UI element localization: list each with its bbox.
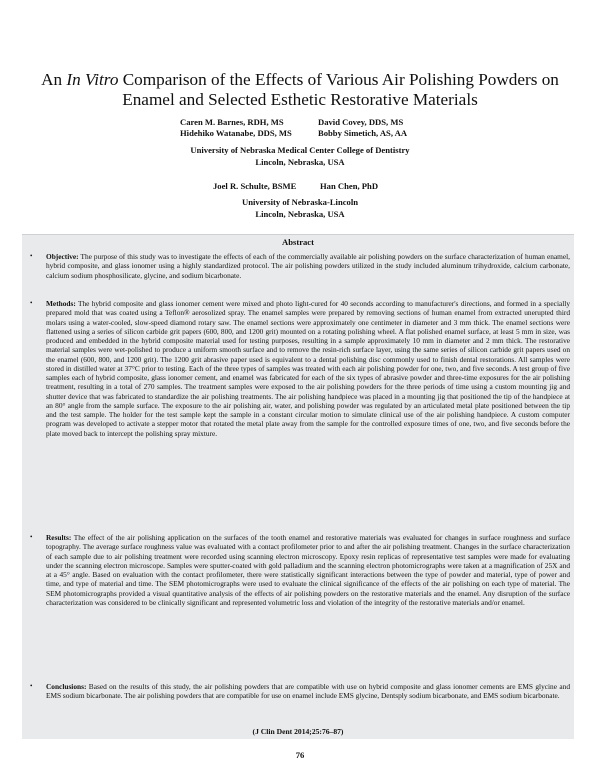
author-block-2	[0, 181, 600, 192]
bullet-icon: •	[30, 682, 33, 690]
bullet-icon: •	[30, 533, 33, 541]
article-title	[20, 70, 580, 110]
conclusions-text: Based on the results of this study, the air polishing powders that are compatible with use on hybrid composite and glass ionomer cements are EMS glycine and EMS sodium bicarbonate. The air polishing powders that are compatible for use on enamel include EMS glycine, Dentsply sodium bicarbonate, and EMS sodium bicarbonate.	[46, 682, 570, 701]
conclusions-label: Conclusions:	[46, 682, 87, 691]
objective-text: The purpose of this study was to investigate the effects of each of the commercially available air polishing powders on the surface characterization of human enamel, hybrid composite, and glass ionomer using a highly standardized protocol. The air polishing powders utilized in the study included aluminum trihydroxide, calcium carbonate, calcium sodium phosphosilicate, glycine, and sodium bicarbonate.	[46, 252, 570, 280]
author-simetich: Bobby Simetich, AS, AA	[318, 128, 408, 139]
title-prefix: An	[41, 70, 67, 89]
abstract-box	[22, 234, 574, 739]
author-row-2	[0, 128, 600, 139]
methods-label: Methods:	[46, 299, 76, 308]
abstract-heading: Abstract	[282, 237, 314, 247]
affiliation-2-line-1: University of Nebraska-Lincoln	[241, 197, 358, 207]
abstract-objective	[30, 252, 570, 280]
author-chen: Han Chen, PhD	[320, 181, 379, 191]
author-row-3	[0, 181, 600, 192]
author-block	[0, 117, 600, 140]
title-rest: Comparison of the Effects of Various Air Polishing Powders on Enamel and Selected Esthetic Restorative Materials	[118, 70, 559, 109]
bullet-icon: •	[30, 299, 33, 307]
conclusions-body	[46, 682, 570, 701]
objective-label: Objective:	[46, 252, 79, 261]
affiliation-1-line-1: University of Nebraska Medical Center College of Dentistry	[190, 145, 410, 155]
affiliation-1-line-2: Lincoln, Nebraska, USA	[255, 156, 345, 167]
author-schulte: Joel R. Schulte, BSME	[213, 181, 297, 191]
methods-text: The hybrid composite and glass ionomer cement were mixed and photo light-cured for 40 seconds according to manufacturer's directions, and formed in a specially prepared mold that was coated using a Teflon® aerosolized spray. The enamel samples were prepared by removing sections of human enamel from extracted unerupted third molars using a water-cooled, slow-speed diamond rotary saw. The enamel sections were approximately one centimeter in diameter and 3 mm thick. The enamel sections were flattened using a series of silicon carbide grit papers (600, 800, and 1200 grit) mounted on a rotating polishing wheel. A flat polished enamel surface, at least 5 mm in size, was produced and embedded in the hybrid composite material used for testing purposes, resulting in a sample approximately 10 mm in diameter and 2 mm thick. The restorative material samples were wet-polished to produce a uniform smooth surface and to remove the resin-rich surface layer, using the same series of silicon carbide grit papers used on the enamel (600, 800, and 1200 grit). The 1200 grit abrasive paper used is equivalent to a dental polishing disc commonly used to finish dental restorations. All samples were stored in distilled water at 37°C prior to testing. Each of the three types of samples was treated with each air polishing powder for one, two, and five seconds. A test group of five samples each of hybrid composite, glass ionomer cement, and enamel was fabricated for each of the six types of abrasive powder and three-time exposures for the air polishing treatment, resulting in a total of 270 samples. The treatment samples were exposed to the air polishing powders for the three periods of time using a custom mounting jig and shutter device that was fabricated to standardize the air polishing treatments. The air polishing handpiece was placed in a mounting jig that positioned the tip of the handpiece at an 80° angle from the sample surface. The exposure to the air polishing air, water, and polishing powder was regulated by an articulated metal plate positioned between the tip and the test sample. The holder for the test sample kept the sample in a constant circular motion to simulate clinical use of the air polishing handpiece. A custom computer program was developed to activate a stepper motor that rotated the metal plate away from the sample for the controlled exposure times of one, two, and five seconds before the plate moved back to intercept the polishing spray mixture.	[46, 299, 570, 438]
abstract-conclusions	[30, 682, 570, 701]
results-body	[46, 533, 570, 607]
author-covey: David Covey, DDS, MS	[318, 117, 404, 127]
abstract-methods	[30, 299, 570, 438]
objective-body	[46, 252, 570, 280]
results-text: The effect of the air polishing application on the surfaces of the tooth enamel and restorative materials was evaluated for changes in surface roughness and surface topography. The average surface roughness value was evaluated with a contact profilometer prior to and after the air polishing treatment. Changes in the surface characterization of each sample due to air polishing treatment were recorded using scanning electron microscopy. Epoxy resin replicas of representative test samples were made for evaluating under the scanning electron microscope. Samples were sputter-coated with gold palladium and the scanning electron photomicrographs were taken at a magnification of 25X and at a 45° angle. Based on evaluation with the contact profilometer, there were statistically significant interactions between the type of powder and material, type of power and time, and type of material and time. The SEM photomicrographs were used to evaluate the clinical significance of the effects of the air polishing on each type of material. The SEM photomicrographs provided a visual quantitative analysis of the effects of air polishing powders on the restorative materials and the enamel. Any disruption of the surface characterization was considered to be clinically significant and represented volumetric loss and violation of the integrity of the restorative materials and/or enamel.	[46, 533, 570, 607]
affiliation-2-line-2: Lincoln, Nebraska, USA	[255, 208, 345, 219]
page-number: 76	[295, 750, 305, 760]
abstract-results	[30, 533, 570, 607]
bullet-icon: •	[30, 252, 33, 260]
author-barnes: Caren M. Barnes, RDH, MS	[180, 117, 284, 127]
title-italic: In Vitro	[66, 70, 119, 89]
methods-body	[46, 299, 570, 438]
results-label: Results:	[46, 533, 72, 542]
author-watanabe: Hidehiko Watanabe, DDS, MS	[180, 128, 292, 139]
author-row-1	[0, 117, 600, 128]
journal-citation: (J Clin Dent 2014;25:76–87)	[252, 727, 344, 736]
